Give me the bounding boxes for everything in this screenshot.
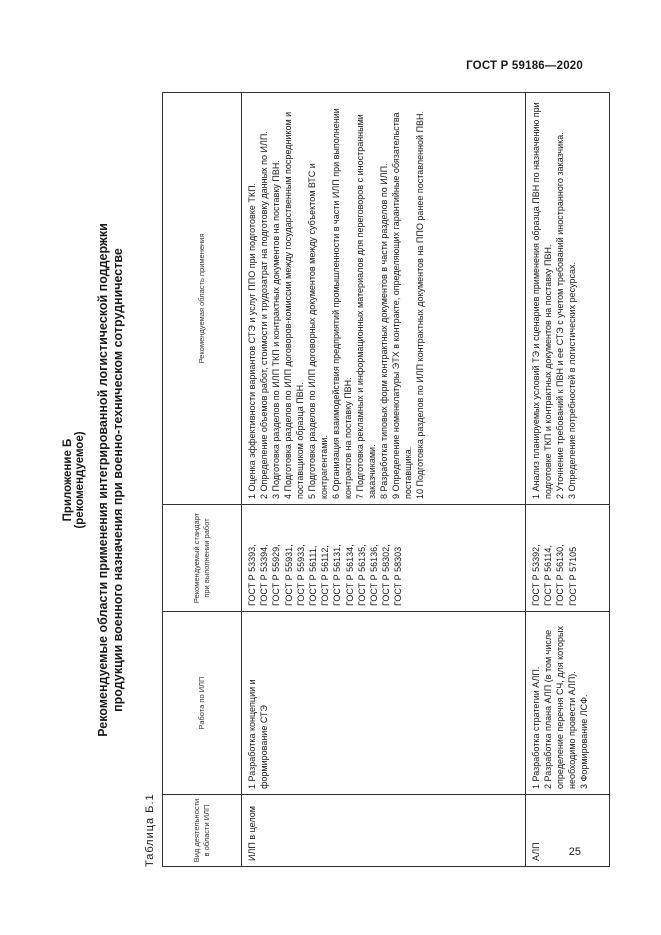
standard-list [530, 510, 579, 606]
standard-item: ГОСТ Р 58302, [381, 544, 392, 606]
column-header-standard: Рекомендуемый стандарт при выполнении работ [163, 505, 242, 612]
standard-item: ГОСТ Р 53392, [531, 544, 541, 606]
area-item: 9 Определение номенклатуры ЭТХ в контракте, определяющих гарантийные обязательства поставщика. [391, 112, 413, 499]
area-item: 5 Подготовка разделов по ИЛП договорных документов между субъектом ВТС и контрагентами. [307, 163, 329, 499]
work-item: 2 Разработка плана АЛП (в том числе определение перечня СЧ, для которых необходимо провести АЛП). [543, 626, 577, 789]
document-title-line-1: Рекомендуемые области применения интегрированной логистической поддержки [96, 223, 110, 737]
page-number: 25 [568, 846, 581, 858]
standard-item: ГОСТ Р 53393, [247, 544, 257, 606]
area-item: 1 Анализ планируемых условий ТЭ и сценариев применения образца ПВН по назначению при подготовке ТКП и контрактных документов на поставку ПВН. [531, 102, 553, 499]
area-item: 10 Подготовка разделов по ИЛП контрактных документов на ППО ранее поставленной ПВН. [415, 110, 425, 499]
area-item: 2 Уточнение требований к ПВН и ее СТЭ с учетом требований иностранного заказчика. [555, 132, 565, 499]
standard-item: ГОСТ Р 56114, [543, 545, 554, 606]
area-item: 4 Подготовка разделов по ИЛП договоров-комиссии между государственным посредником и поставщиком образца ПВН. [283, 111, 305, 499]
document-title [96, 93, 125, 867]
area-item: 2 Определение объемов работ, стоимости и трудозатрат на подготовку данных по ИЛП. [259, 131, 269, 499]
work-list [530, 617, 590, 789]
standard-item: ГОСТ Р 58303 [393, 546, 404, 606]
area-item: 6 Организация взаимодействия предприятий промышленности в части ИЛП при выполнении контрактов на поставку ПВН. [331, 108, 353, 499]
area-cell [526, 93, 610, 505]
standard-cell [526, 505, 610, 612]
area-item: 7 Подготовка рекламных и информационных материалов для переговоров с иностранными заказчиками. [355, 114, 377, 499]
table-caption: Таблица Б.1 [144, 793, 156, 867]
column-header-activity: Вид деятельности в области ИЛП [163, 795, 242, 867]
area-list [246, 98, 426, 499]
standard-list [246, 510, 405, 606]
standard-item: ГОСТ Р 55931, [283, 544, 294, 606]
table-header-row [163, 93, 242, 867]
area-cell [242, 93, 526, 505]
standard-cell [242, 505, 526, 612]
standard-item: ГОСТ Р 57105 [567, 546, 578, 606]
standard-item: ГОСТ Р 56135, [356, 544, 367, 606]
document-number-header: ГОСТ Р 59186—2020 [466, 60, 583, 72]
area-item: 8 Разработка типовых форм контрактных документов в части разделов по ИЛП. [379, 163, 389, 499]
work-cell [526, 612, 610, 795]
standard-item: ГОСТ Р 56112, [320, 545, 331, 606]
appendix-heading [62, 93, 86, 867]
standard-item: ГОСТ Р 56131, [332, 544, 343, 606]
area-list [530, 98, 578, 499]
area-item: 3 Подготовка разделов по ИЛП ТКП и контрактных документов на поставку ПВН. [271, 160, 281, 499]
standard-item: ГОСТ Р 56130, [555, 544, 566, 606]
rotated-content [62, 93, 589, 867]
activity-cell: ИЛП в целом [242, 795, 526, 867]
work-item: 1 Разработка стратегии АЛП. [531, 666, 541, 789]
standard-item: ГОСТ Р 55929, [271, 544, 282, 606]
standard-item: ГОСТ Р 56136, [369, 544, 380, 606]
work-cell [242, 612, 526, 795]
work-item: 1 Разработка концепции и формирование СТЭ [247, 679, 269, 789]
appendix-subtitle: (рекомендуемое) [74, 431, 86, 529]
recommendations-table [162, 92, 610, 867]
appendix-title: Приложение Б [62, 438, 74, 522]
work-item: 3 Формирование ЛСФ. [579, 694, 589, 789]
area-item: 3 Определение потребностей в логистических ресурсах. [567, 262, 577, 499]
activity-cell: АЛП [526, 795, 610, 867]
table-row [242, 93, 526, 867]
column-header-area: Рекомендуемая область применения [163, 93, 242, 505]
table-row [526, 93, 610, 867]
standard-item: ГОСТ Р 55933, [295, 544, 306, 606]
document-title-line-2: продукции военного назначения при военно-техническом сотрудничестве [110, 248, 125, 712]
table-container [162, 93, 610, 867]
area-item: 1 Оценка эффективности вариантов СТЭ и услуг ППО при подготовке ТКП. [247, 182, 257, 499]
standard-item: ГОСТ Р 56111, [308, 545, 319, 606]
column-header-work: Работа по ИЛП [163, 612, 242, 795]
standard-item: ГОСТ Р 53394, [259, 544, 270, 606]
standard-item: ГОСТ Р 56134, [344, 544, 355, 606]
